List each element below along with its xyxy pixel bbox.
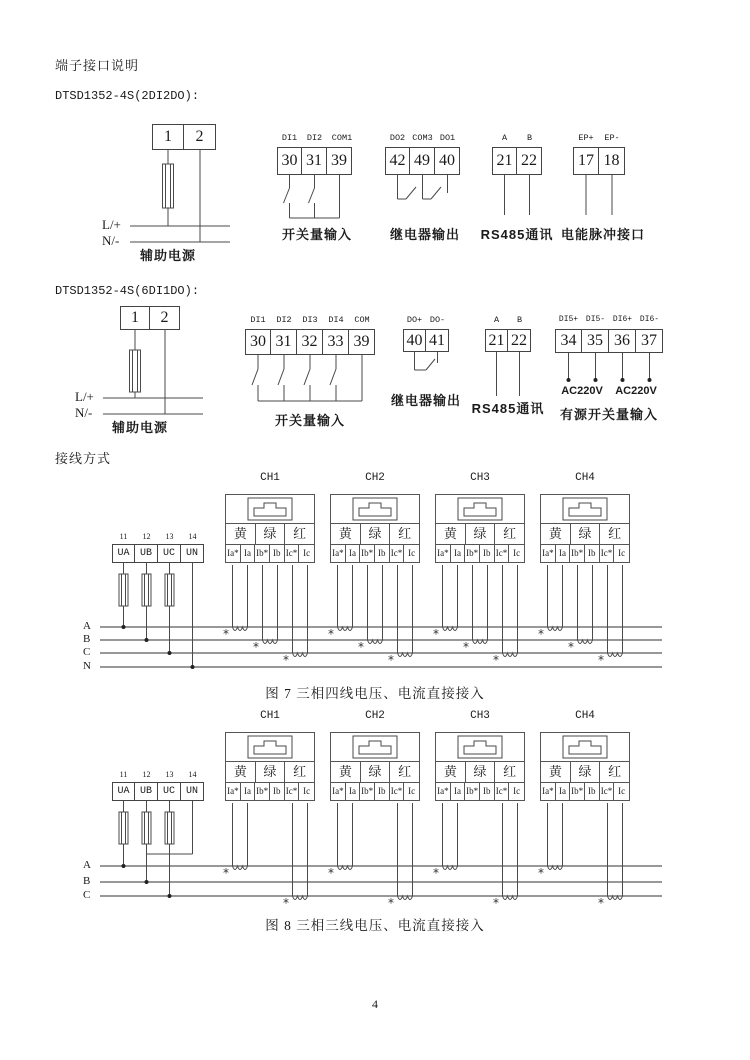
model2-aux-power-diagram bbox=[70, 304, 210, 439]
channel-box-ch4 bbox=[540, 710, 630, 801]
ct-terminal: Ib* bbox=[465, 545, 480, 562]
channel-title: CH2 bbox=[365, 472, 385, 484]
bus-label-c: C bbox=[83, 646, 91, 658]
relay-contact-icon bbox=[398, 175, 448, 199]
svg-text:*: * bbox=[223, 866, 229, 880]
voltage-terminal-cell: UN bbox=[181, 782, 204, 801]
ep-label: 电能脉冲接口 bbox=[560, 227, 645, 242]
pin-label: DI6+ bbox=[612, 315, 633, 324]
di-switch-graphic bbox=[275, 175, 359, 223]
ct-terminal: Ic* bbox=[390, 783, 405, 800]
pin-label: DO1 bbox=[439, 133, 456, 143]
bus-label-a: A bbox=[83, 859, 91, 871]
figure8 bbox=[75, 708, 675, 938]
ct-terminal: Ic bbox=[303, 548, 311, 558]
ct-coil-icon bbox=[328, 803, 413, 910]
svg-text:*: * bbox=[538, 627, 544, 641]
line-n-label: N/- bbox=[102, 233, 120, 248]
ct-terminal: Ia* bbox=[331, 545, 346, 562]
model2-active-di-diagram bbox=[553, 314, 665, 429]
model1-title: DTSD1352-4S(2DI2DO): bbox=[55, 89, 200, 103]
color-label: 红 bbox=[503, 764, 517, 779]
color-label: 黄 bbox=[331, 762, 361, 782]
color-label: 绿 bbox=[256, 524, 286, 544]
terminal-cell: 34 bbox=[555, 329, 582, 353]
terminal-cell: 37 bbox=[636, 329, 663, 353]
pin-label: COM1 bbox=[331, 133, 353, 143]
color-label: 绿 bbox=[361, 524, 391, 544]
color-label: 红 bbox=[293, 526, 307, 541]
bus-label-c: C bbox=[83, 889, 91, 901]
do-label: 继电器输出 bbox=[389, 227, 460, 242]
terminal-cell: 22 bbox=[517, 147, 542, 175]
switch-icon bbox=[252, 355, 258, 401]
rj45-connector-icon bbox=[541, 733, 629, 762]
figure7-caption: 图 7 三相四线电压、电流直接接入 bbox=[265, 686, 485, 701]
ct-terminal: Ib* bbox=[255, 545, 270, 562]
svg-text:*: * bbox=[328, 627, 334, 641]
color-label: 黄 bbox=[436, 524, 466, 544]
terminal-cell: 17 bbox=[573, 147, 599, 175]
terminal-cell: 40 bbox=[403, 329, 426, 352]
svg-text:*: * bbox=[598, 653, 604, 667]
pin-label: DI5+ bbox=[558, 315, 579, 324]
channel-box-ch4 bbox=[540, 472, 630, 563]
terminal-cell: 2 bbox=[184, 124, 216, 150]
rj45-connector-icon bbox=[226, 495, 314, 524]
ct-coil-icon bbox=[433, 565, 518, 667]
terminal-cell: 22 bbox=[508, 329, 531, 352]
ct-coil-icon bbox=[223, 803, 308, 910]
model2-rs485-diagram bbox=[471, 314, 545, 419]
svg-text:*: * bbox=[598, 896, 604, 910]
ct-terminal: Ic* bbox=[495, 545, 510, 562]
voltage-terminal-cell: UA bbox=[112, 544, 135, 563]
ct-coil-icon bbox=[538, 803, 623, 910]
ct-terminal: Ia bbox=[556, 783, 571, 800]
terminal-cell: 36 bbox=[609, 329, 636, 353]
ct-terminal: Ib* bbox=[570, 545, 585, 562]
color-label: 黄 bbox=[226, 762, 256, 782]
ct-terminal: Ic* bbox=[600, 545, 615, 562]
pin-label: COM bbox=[354, 315, 370, 325]
terminal-cell: 49 bbox=[410, 147, 435, 175]
terminal-cell: 35 bbox=[582, 329, 609, 353]
terminal-cell: 31 bbox=[271, 329, 297, 355]
voltage-terminal-cell: UC bbox=[158, 782, 181, 801]
section-heading-terminal: 端子接口说明 bbox=[55, 58, 140, 73]
color-label: 红 bbox=[398, 526, 412, 541]
rj45-connector-icon bbox=[331, 495, 419, 524]
ct-terminal: Ia* bbox=[226, 545, 241, 562]
channel-box-ch2 bbox=[330, 710, 420, 801]
color-label: 红 bbox=[608, 526, 622, 541]
color-label: 黄 bbox=[541, 762, 571, 782]
rs485-wires-graphic bbox=[483, 352, 533, 398]
ct-terminal: Ic* bbox=[390, 545, 405, 562]
section-heading-wiring: 接线方式 bbox=[55, 451, 112, 466]
ac220v-label: AC220V bbox=[615, 385, 657, 397]
svg-text:*: * bbox=[538, 866, 544, 880]
svg-text:*: * bbox=[463, 640, 469, 654]
model2-title: DTSD1352-4S(6DI1DO): bbox=[55, 284, 200, 298]
ct-coil-icon bbox=[433, 803, 518, 910]
svg-text:*: * bbox=[493, 896, 499, 910]
voltage-terminal-cell: UA bbox=[112, 782, 135, 801]
terminal-cell: 21 bbox=[492, 147, 517, 175]
terminal-cell: 2 bbox=[150, 306, 180, 330]
ct-terminal: Ia* bbox=[541, 783, 556, 800]
rs485-wires-graphic bbox=[490, 175, 544, 219]
terminal-cell: 21 bbox=[485, 329, 508, 352]
channel-title: CH1 bbox=[260, 472, 280, 484]
switch-icon bbox=[278, 355, 284, 401]
pin-label: A bbox=[501, 133, 508, 143]
line-l-label: L/+ bbox=[75, 389, 94, 404]
ct-terminal: Ia* bbox=[436, 783, 451, 800]
ct-coil-icon bbox=[328, 565, 413, 667]
relay-contact-graphic bbox=[383, 175, 467, 223]
ct-terminal: Ib* bbox=[255, 783, 270, 800]
ct-coil-icon bbox=[538, 565, 623, 667]
pin-label: DI2 bbox=[306, 133, 323, 143]
svg-text:*: * bbox=[328, 866, 334, 880]
ct-terminal: Ia bbox=[451, 783, 466, 800]
ct-terminal: Ia* bbox=[541, 545, 556, 562]
ep-wires-graphic bbox=[556, 175, 650, 219]
pin-label: B bbox=[516, 315, 523, 325]
svg-text:*: * bbox=[493, 653, 499, 667]
rs485-label: RS485通讯 bbox=[480, 227, 554, 242]
svg-text:*: * bbox=[283, 653, 289, 667]
rj45-connector-icon bbox=[331, 733, 419, 762]
fuse-icon bbox=[142, 812, 151, 844]
ct-terminal: Ia bbox=[346, 545, 361, 562]
pin-label: B bbox=[526, 133, 533, 143]
model1-do-diagram bbox=[383, 132, 467, 242]
ct-terminal: Ic* bbox=[285, 783, 300, 800]
color-label: 黄 bbox=[331, 524, 361, 544]
pin-label: DI2 bbox=[276, 315, 292, 325]
ct-terminal: Ia* bbox=[436, 545, 451, 562]
color-label: 黄 bbox=[226, 524, 256, 544]
ct-terminal: Ia* bbox=[226, 783, 241, 800]
ct-terminal: Ib* bbox=[570, 783, 585, 800]
channel-box-ch3 bbox=[435, 710, 525, 801]
color-label: 绿 bbox=[571, 762, 601, 782]
fuse-icon bbox=[119, 574, 128, 606]
terminal-cell: 41 bbox=[426, 329, 449, 352]
color-label: 红 bbox=[293, 764, 307, 779]
figure7 bbox=[75, 470, 675, 705]
switch-icon bbox=[309, 175, 315, 218]
relay-contact-icon bbox=[415, 352, 438, 370]
rj45-connector-icon bbox=[226, 733, 314, 762]
ct-terminal: Ia bbox=[556, 545, 571, 562]
relay-contact-graphic bbox=[395, 352, 457, 392]
terminal-cell: 33 bbox=[323, 329, 349, 355]
terminal-cell: 30 bbox=[277, 147, 302, 175]
color-label: 绿 bbox=[361, 762, 391, 782]
rj45-connector-icon bbox=[436, 733, 524, 762]
color-label: 红 bbox=[398, 764, 412, 779]
fuse-icon bbox=[130, 350, 141, 392]
terminal-cell: 39 bbox=[327, 147, 352, 175]
ct-terminal: Ia bbox=[241, 783, 256, 800]
voltage-terminal-cell: UB bbox=[135, 544, 158, 563]
fuse-icon bbox=[165, 812, 174, 844]
model1-rs485-diagram bbox=[480, 132, 554, 242]
fuse-icon bbox=[163, 164, 174, 208]
rj45-connector-icon bbox=[541, 495, 629, 524]
color-label: 红 bbox=[503, 526, 517, 541]
active-di-label: 有源开关量输入 bbox=[559, 407, 658, 422]
ct-terminal: Ic bbox=[408, 548, 416, 558]
color-label: 红 bbox=[608, 764, 622, 779]
bus-label-n: N bbox=[83, 660, 91, 672]
pin-label: DI6- bbox=[639, 315, 660, 324]
terminal-cell: 39 bbox=[349, 329, 375, 355]
color-label: 绿 bbox=[571, 524, 601, 544]
ct-terminal: Ic* bbox=[495, 783, 510, 800]
pin-label: A bbox=[493, 315, 500, 325]
pin-label: COM3 bbox=[412, 133, 433, 143]
do-label: 继电器输出 bbox=[390, 393, 461, 408]
model1-di-diagram bbox=[275, 132, 359, 242]
terminal-cell: 30 bbox=[245, 329, 271, 355]
terminal-cell: 1 bbox=[120, 306, 150, 330]
ct-terminal: Ia* bbox=[331, 783, 346, 800]
color-label: 绿 bbox=[466, 524, 496, 544]
pin-label: EP+ bbox=[578, 133, 594, 143]
ct-terminal: Ia bbox=[241, 545, 256, 562]
channel-title: CH3 bbox=[470, 472, 490, 484]
ct-terminal: Ib bbox=[375, 783, 390, 800]
color-label: 黄 bbox=[541, 524, 571, 544]
ct-terminal: Ic bbox=[303, 786, 311, 796]
channel-box-ch3 bbox=[435, 472, 525, 563]
ct-terminal: Ib bbox=[585, 783, 600, 800]
svg-text:*: * bbox=[433, 866, 439, 880]
ct-terminal: Ib bbox=[480, 783, 495, 800]
channel-title: CH4 bbox=[575, 472, 595, 484]
channel-title: CH2 bbox=[365, 710, 385, 722]
ct-terminal: Ib bbox=[270, 545, 285, 562]
ct-terminal: Ib* bbox=[465, 783, 480, 800]
active-di-wires-graphic bbox=[553, 353, 665, 385]
ct-terminal: Ic* bbox=[600, 783, 615, 800]
aux-wiring-graphic bbox=[100, 118, 240, 263]
svg-text:*: * bbox=[253, 640, 259, 654]
ct-terminal: Ib bbox=[585, 545, 600, 562]
pin-label: DI1 bbox=[250, 315, 266, 325]
channel-title: CH4 bbox=[575, 710, 595, 722]
ct-terminal: Ic bbox=[618, 548, 626, 558]
svg-text:*: * bbox=[388, 653, 394, 667]
channel-box-ch1 bbox=[225, 710, 315, 801]
ct-terminal: Ia bbox=[451, 545, 466, 562]
channel-title: CH3 bbox=[470, 710, 490, 722]
voltage-terminal-block bbox=[112, 782, 204, 801]
page-number: 4 bbox=[372, 997, 378, 1011]
figure8-caption: 图 8 三相三线电压、电流直接接入 bbox=[265, 918, 485, 933]
ct-terminal: Ib bbox=[270, 783, 285, 800]
aux-power-label: 辅助电源 bbox=[112, 420, 169, 435]
model1-ep-diagram bbox=[556, 132, 650, 242]
ct-coil-icon bbox=[223, 565, 308, 667]
model2-do-diagram bbox=[390, 314, 461, 414]
fuse-icon bbox=[119, 812, 128, 844]
ct-terminal: Ib* bbox=[360, 545, 375, 562]
ct-terminal: Ib* bbox=[360, 783, 375, 800]
rj45-connector-icon bbox=[436, 495, 524, 524]
pin-label: EP- bbox=[604, 133, 620, 143]
terminal-cell: 18 bbox=[599, 147, 625, 175]
voltage-terminal-cell: UN bbox=[181, 544, 204, 563]
ct-terminal: Ia bbox=[346, 783, 361, 800]
terminal-cell: 42 bbox=[385, 147, 410, 175]
fuse-icon bbox=[165, 574, 174, 606]
line-n-label: N/- bbox=[75, 405, 93, 420]
ct-terminal: Ic bbox=[513, 548, 521, 558]
di-label: 开关量输入 bbox=[274, 413, 345, 428]
ct-terminal: Ic bbox=[513, 786, 521, 796]
svg-text:*: * bbox=[223, 627, 229, 641]
color-label: 绿 bbox=[256, 762, 286, 782]
voltage-terminal-block bbox=[112, 544, 204, 563]
svg-text:*: * bbox=[388, 896, 394, 910]
channel-box-ch1 bbox=[225, 472, 315, 563]
color-label: 绿 bbox=[466, 762, 496, 782]
ct-terminal: Ib bbox=[480, 545, 495, 562]
channel-title: CH1 bbox=[260, 710, 280, 722]
ct-terminal: Ic bbox=[408, 786, 416, 796]
di-switch-graphic bbox=[243, 355, 377, 407]
switch-icon bbox=[284, 175, 290, 218]
svg-text:*: * bbox=[568, 640, 574, 654]
bus-label-b: B bbox=[83, 875, 91, 887]
ct-terminal: Ib bbox=[375, 545, 390, 562]
pin-label: DI3 bbox=[302, 315, 318, 325]
ct-terminal: Ic* bbox=[285, 545, 300, 562]
line-l-label: L/+ bbox=[102, 217, 121, 232]
terminal-cell: 1 bbox=[152, 124, 184, 150]
pin-label: DI4 bbox=[328, 315, 344, 325]
bus-label-b: B bbox=[83, 633, 91, 645]
aux-power-label: 辅助电源 bbox=[140, 248, 197, 263]
fuse-icon bbox=[142, 574, 151, 606]
pin-label: DO2 bbox=[389, 133, 406, 143]
switch-icon bbox=[330, 355, 336, 401]
di-label: 开关量输入 bbox=[281, 227, 352, 242]
channel-box-ch2 bbox=[330, 472, 420, 563]
model2-di-diagram bbox=[243, 314, 377, 429]
svg-text:*: * bbox=[433, 627, 439, 641]
model1-aux-power-diagram bbox=[100, 118, 240, 263]
svg-text:*: * bbox=[283, 896, 289, 910]
terminal-cell: 31 bbox=[302, 147, 327, 175]
pin-label: DO- bbox=[429, 315, 446, 325]
voltage-terminal-cell: UC bbox=[158, 544, 181, 563]
switch-icon bbox=[304, 355, 310, 401]
pin-label: DI5- bbox=[585, 315, 606, 324]
ct-terminal: Ic bbox=[618, 786, 626, 796]
ac220v-label: AC220V bbox=[561, 385, 603, 397]
voltage-terminal-numbers: 11 12 13 14 bbox=[119, 770, 197, 779]
svg-text:*: * bbox=[358, 640, 364, 654]
terminal-cell: 32 bbox=[297, 329, 323, 355]
color-label: 黄 bbox=[436, 762, 466, 782]
voltage-terminal-cell: UB bbox=[135, 782, 158, 801]
pin-label: DI1 bbox=[281, 133, 298, 143]
voltage-terminal-numbers: 11 12 13 14 bbox=[119, 532, 197, 541]
bus-label-a: A bbox=[83, 620, 91, 632]
rs485-label: RS485通讯 bbox=[471, 401, 545, 416]
pin-label: DO+ bbox=[406, 315, 423, 325]
terminal-cell: 40 bbox=[435, 147, 460, 175]
